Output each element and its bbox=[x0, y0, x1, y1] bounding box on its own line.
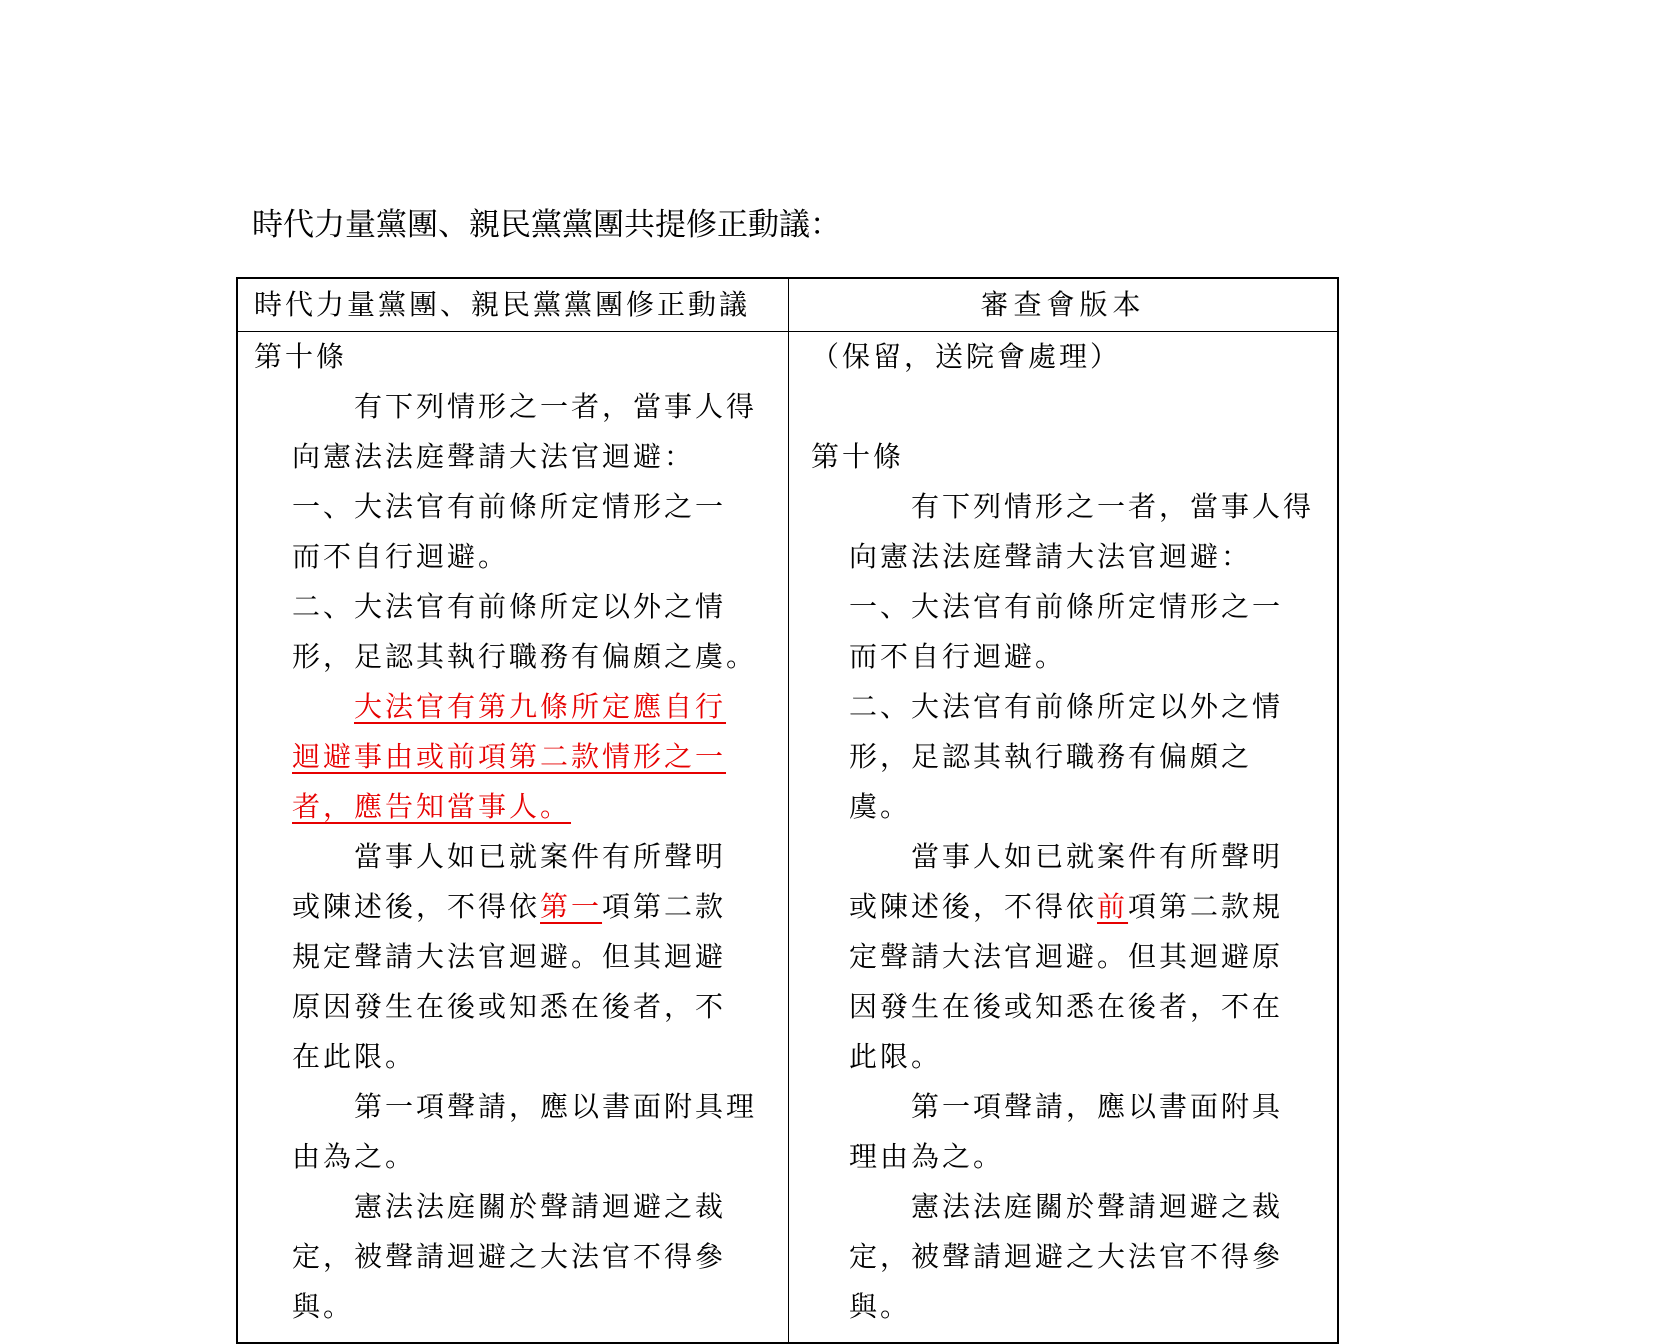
new-paragraph-line bbox=[254, 682, 774, 732]
header-amendment: 時代力量黨團、親民黨黨團修正動議 bbox=[238, 279, 789, 331]
blank-line bbox=[811, 382, 1323, 432]
amendment-text: 第一 bbox=[540, 890, 603, 923]
paragraph-line: 與。 bbox=[849, 1290, 912, 1323]
item-line: 形，足認其執行職務有偏頗之 bbox=[849, 740, 1253, 773]
paragraph-line: 理由為之。 bbox=[849, 1140, 1005, 1173]
amendment-text: 迴避事由或前項第二款情形之一 bbox=[292, 740, 727, 773]
new-paragraph-line bbox=[254, 782, 774, 832]
comparison-table bbox=[236, 277, 1339, 1344]
item-line: 一、大法官有前條所定情形之一 bbox=[292, 490, 727, 523]
committee-version-cell bbox=[789, 332, 1337, 1342]
item-line: 而不自行迴避。 bbox=[292, 540, 510, 573]
paragraph-line bbox=[811, 882, 1323, 932]
paragraph-line: 向憲法法庭聲請大法官迴避： bbox=[292, 440, 696, 473]
paragraph-line: 定聲請大法官迴避。但其迴避原 bbox=[849, 940, 1284, 973]
paragraph-line: 有下列情形之一者，當事人得 bbox=[911, 490, 1315, 523]
paragraph-text: 項第二款規 bbox=[1128, 890, 1284, 923]
item-line: 二、大法官有前條所定以外之情 bbox=[849, 690, 1284, 723]
amendment-text: 前 bbox=[1097, 890, 1129, 923]
document-title: 時代力量黨團、親民黨黨團共提修正動議： bbox=[252, 207, 841, 243]
amendment-text: 者，應告知當事人。 bbox=[292, 790, 572, 823]
paragraph-line: 此限。 bbox=[849, 1040, 943, 1073]
paragraph-line: 定，被聲請迴避之大法官不得參 bbox=[292, 1240, 727, 1273]
paragraph-line: 由為之。 bbox=[292, 1140, 417, 1173]
paragraph-line: 定，被聲請迴避之大法官不得參 bbox=[849, 1240, 1284, 1273]
paragraph-line: 規定聲請大法官迴避。但其迴避 bbox=[292, 940, 727, 973]
paragraph-line: 向憲法法庭聲請大法官迴避： bbox=[849, 540, 1253, 573]
paragraph-line: 當事人如已就案件有所聲明 bbox=[354, 840, 727, 873]
amendment-cell bbox=[238, 332, 789, 1342]
reservation-note: （保留，送院會處理） bbox=[811, 340, 1122, 373]
paragraph-line: 因發生在後或知悉在後者，不在 bbox=[849, 990, 1284, 1023]
item-line: 形，足認其執行職務有偏頗之虞。 bbox=[292, 640, 758, 673]
article-number: 第十條 bbox=[254, 340, 348, 373]
paragraph-line bbox=[254, 882, 774, 932]
paragraph-line: 第一項聲請，應以書面附具 bbox=[911, 1090, 1284, 1123]
table-body-row bbox=[238, 332, 1337, 1342]
paragraph-line: 與。 bbox=[292, 1290, 355, 1323]
paragraph-text: 或陳述後，不得依 bbox=[292, 890, 541, 923]
paragraph-text: 項第二款 bbox=[602, 890, 727, 923]
table-header-row bbox=[238, 279, 1337, 332]
item-line: 虞。 bbox=[849, 790, 912, 823]
item-line: 而不自行迴避。 bbox=[849, 640, 1067, 673]
paragraph-text: 或陳述後，不得依 bbox=[849, 890, 1098, 923]
paragraph-line: 憲法法庭關於聲請迴避之裁 bbox=[354, 1190, 727, 1223]
paragraph-line: 有下列情形之一者，當事人得 bbox=[354, 390, 758, 423]
article-number: 第十條 bbox=[811, 440, 905, 473]
paragraph-line: 當事人如已就案件有所聲明 bbox=[911, 840, 1284, 873]
item-line: 二、大法官有前條所定以外之情 bbox=[292, 590, 727, 623]
paragraph-line: 第一項聲請，應以書面附具理 bbox=[354, 1090, 758, 1123]
header-committee-version: 審查會版本 bbox=[980, 288, 1146, 321]
amendment-text: 大法官有第九條所定應自行 bbox=[354, 690, 727, 723]
paragraph-line: 憲法法庭關於聲請迴避之裁 bbox=[911, 1190, 1284, 1223]
paragraph-line: 在此限。 bbox=[292, 1040, 417, 1073]
new-paragraph-line bbox=[254, 732, 774, 782]
paragraph-line: 原因發生在後或知悉在後者，不 bbox=[292, 990, 727, 1023]
item-line: 一、大法官有前條所定情形之一 bbox=[849, 590, 1284, 623]
